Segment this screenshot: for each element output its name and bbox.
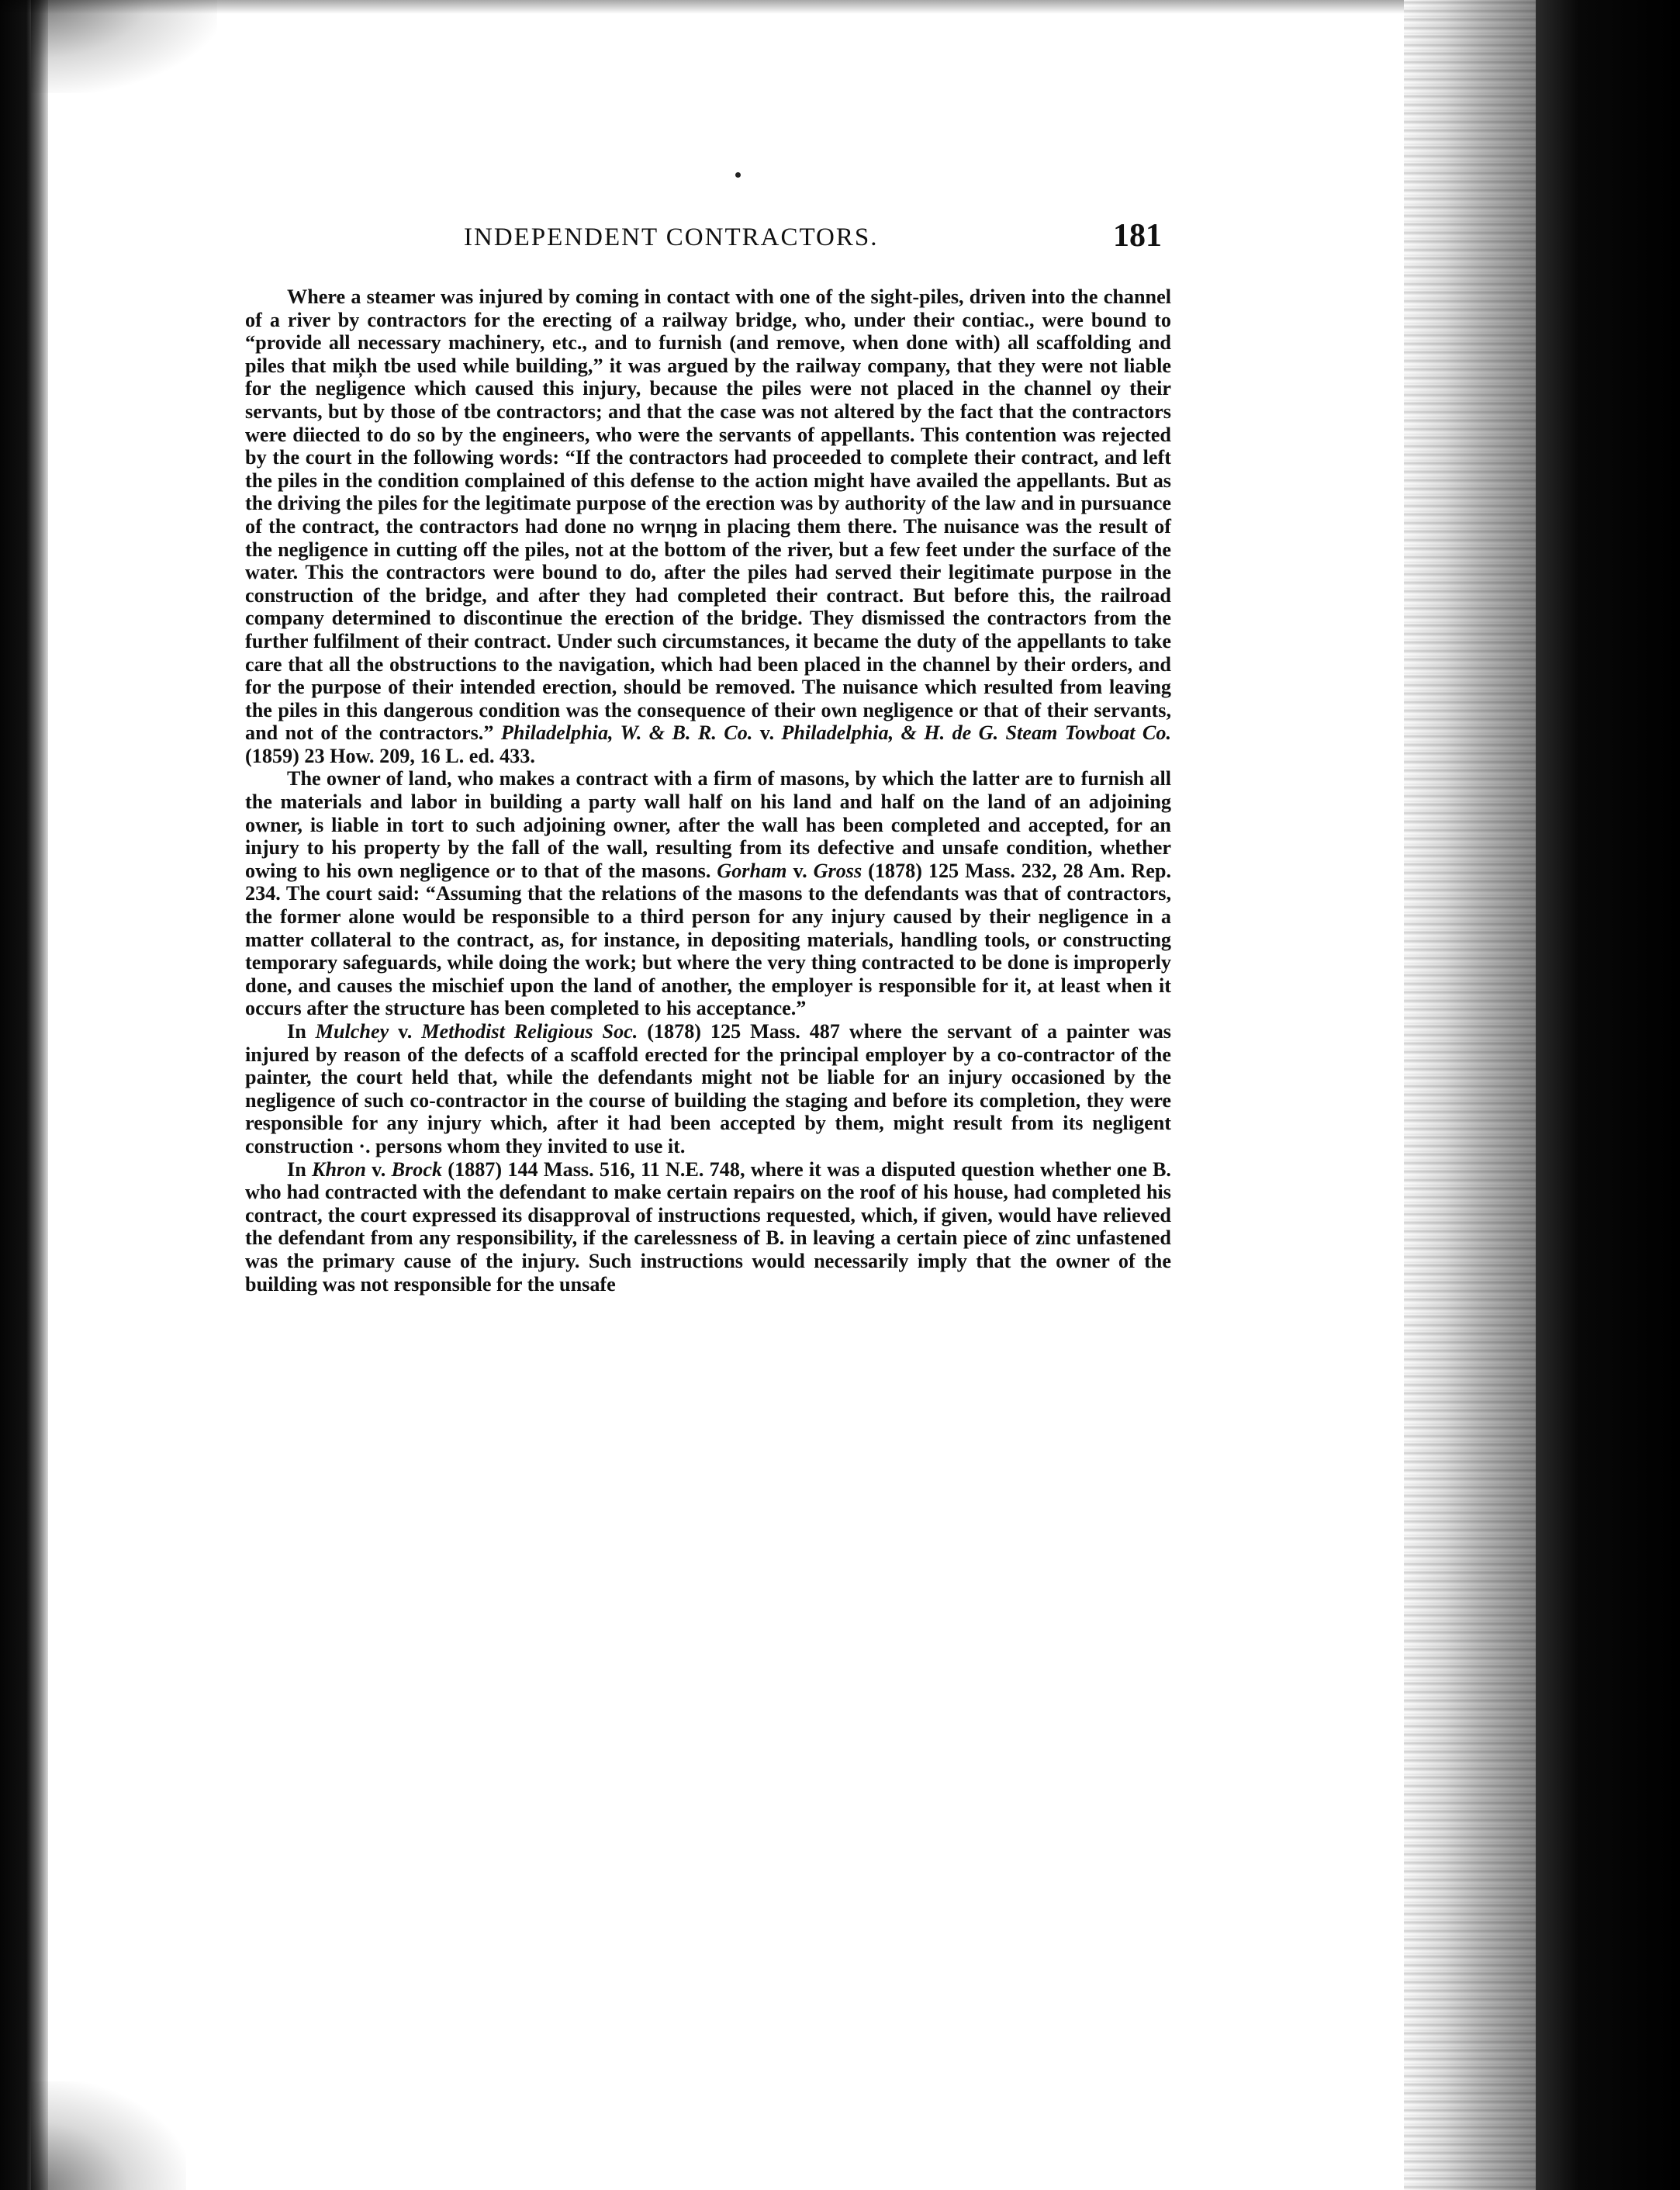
paragraph [245, 1158, 1171, 1296]
paragraph [245, 285, 1171, 767]
page-header [464, 218, 1162, 268]
case-name: Methodist Religious Soc. [421, 1020, 638, 1043]
text-run: v. [365, 1157, 392, 1181]
binding-corner-shadow-top [31, 0, 217, 93]
book-binding-shadow [0, 0, 48, 2190]
case-name: Mulchey [315, 1020, 389, 1043]
scan-dark-border [1536, 0, 1680, 2190]
page-fore-edge [1404, 0, 1536, 2190]
top-edge-shadow [0, 0, 1474, 14]
body-text [245, 285, 1171, 1296]
text-run: The owner of land, who makes a contract with a firm of masons, by which the latter are to furnish all the materials and labor in building a party wall half on his land and half on the land of an adjoining owner, is liable in tort to such adjoining owner, after the wall has been completed and accepted, for an injury to his property by the fall of the wall, resulting from its defective and unsafe condition, whether owing to his own negligence or to that of the masons. [245, 767, 1171, 882]
case-name: Gorham [717, 859, 787, 882]
paragraph [245, 1020, 1171, 1158]
case-name: Khron [312, 1157, 366, 1181]
text-run: v. [389, 1020, 422, 1043]
case-name: Brock [391, 1157, 443, 1181]
text-run: Where a steamer was injured by coming in contact with one of the sight-piles, driven into the channel of a river by contractors for the erecting of a railway bridge, who, under their contiac., were bound to “provide all necessary machinery, etc., and to furnish (and remove, when done with) all scaffolding and piles that miķh tbe used while building,” it was argued by the railway company, that they were not liable for the negligence which caused this injury, because the piles were not placed in the channel oy their servants, but by those of tbe contractors; and that the case was not altered by the fact that the contractors were diiected to do so by the engineers, who were the servants of appellants. This contention was rejected by the court in the following words: “If the contractors had proceeded to complete their contract, and left the piles in the condition complained of this defense to the action might have availed the appellants. But as the driving the piles for the legitimate purpose of the erection was by authority of the law and in pursuance of the contract, the contractors had done no wrηng in placing them there. The nuisance was the result of the negligence in cutting off the piles, not at the bottom of the river, but a few feet under the surface of the water. This the contractors were bound to do, after the piles had served their legitimate purpose in the construction of the bridge, and after they had completed their contract. But before this, the railroad company determined to discontinue the erection of the bridge. They dismissed the contractors from the further fulfilment of their contract. Under such circumstances, it became the duty of the appellants to take care that all the obstructions to the navigation, which had been placed in the channel by their orders, and for the purpose of their intended erection, should be removed. The nuisance which resulted from leaving the piles in this dangerous condition was the consequence of their own negligence or that of their servants, and not of the contractors.” [245, 285, 1171, 745]
case-name: Philadelphia, W. & B. R. Co. [500, 721, 753, 745]
text-run: (1887) 144 Mass. 516, 11 N.E. 748, where it was a disputed question whether one B. who had contracted with the defendant to make certain repairs on the roof of his house, had completed his contract, the court expressed its disapproval of instructions requested, which, if given, would have relieved the defendant from any responsibility, if the carelessness of B. in leaving a certain piece of zinc unfastened was the primary cause of the injury. Such instructions would necessarily imply that the owner of the building was not responsible for the unsafe [245, 1157, 1171, 1296]
stray-ink-dot [735, 172, 741, 178]
page-number: 181 [1113, 218, 1162, 254]
running-head: INDEPENDENT CONTRACTORS. [464, 223, 879, 251]
text-run: (1878) 125 Mass. 232, 28 Am. Rep. 234. The court said: “Assuming that the relations of the masons to the defendants was that of contractors, the former alone would be responsible to a third person for any injury caused by their negligence in a matter collateral to the contract, as, for instance, in depositing materials, handling tools, or constructing temporary safeguards, while doing the work; but where the very thing contracted to be done is improperly done, and causes the mischief upon the land of another, the employer is responsible for it, at least when it occurs after the structure has been completed to his acceptance.” [245, 859, 1172, 1020]
text-run: (1859) 23 How. 209, 16 L. ed. 433. [245, 744, 535, 767]
text-run: v. [752, 721, 782, 745]
case-name: Philadelphia, & H. de G. Steam Towboat Co. [781, 721, 1171, 745]
binding-corner-shadow-bottom [31, 2081, 186, 2190]
text-run: In [287, 1157, 313, 1181]
text-run: In [287, 1020, 316, 1043]
paragraph [245, 767, 1171, 1020]
text-run: (1878) 125 Mass. 487 where the servant of a painter was injured by reason of the defects of a scaffold erected for the principal employer by a co-contractor of the painter, the court held that, while the defendants might not be liable for an injury occasioned by the negligence of such co-contractor in the course of building the staging and before its completion, they were responsible for any injury which, after it had been accepted by them, might result from its negligent construction ·. persons whom they invited to use it. [245, 1020, 1171, 1157]
case-name: Gross [813, 859, 862, 882]
text-run: v. [786, 859, 814, 882]
